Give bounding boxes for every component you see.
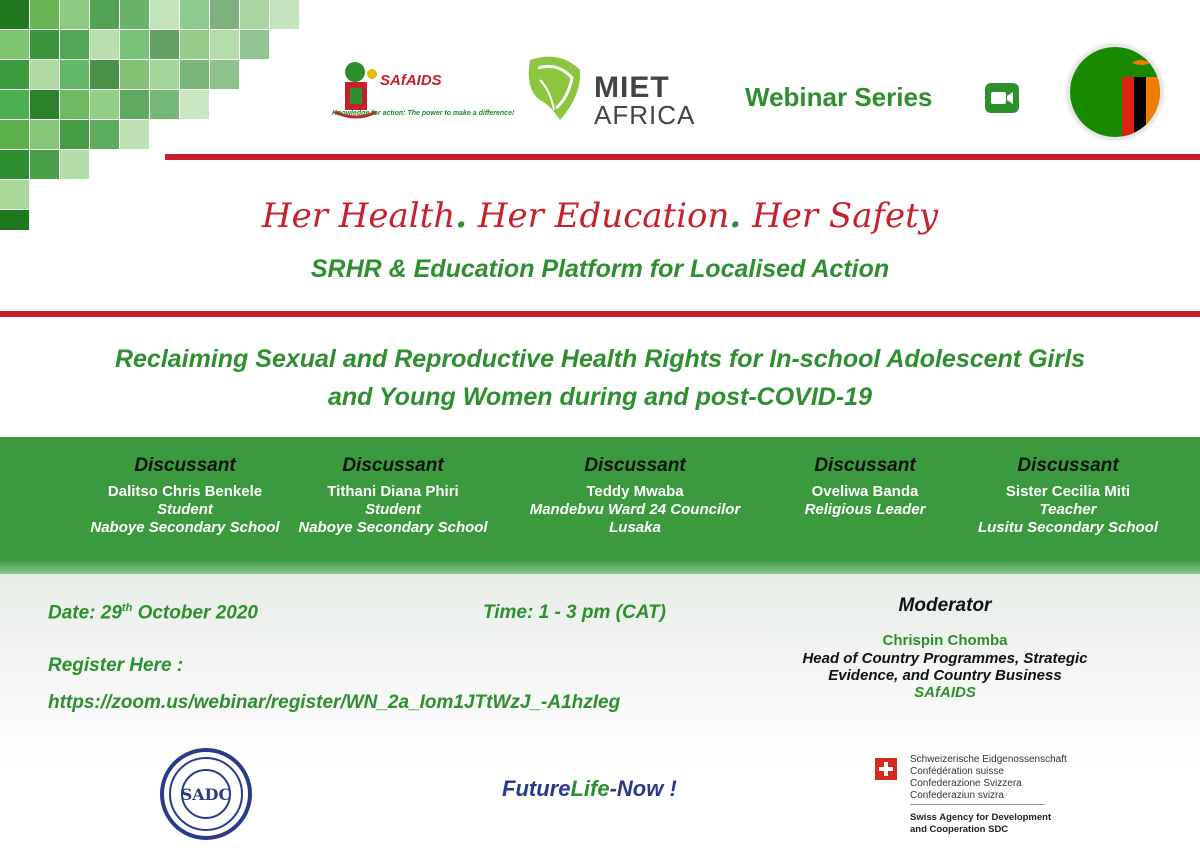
safaids-crest-icon bbox=[330, 52, 480, 132]
mosaic-tile bbox=[60, 60, 89, 89]
date-month: October 2020 bbox=[132, 602, 258, 624]
mosaic-tile bbox=[60, 0, 89, 29]
discussant-card bbox=[70, 455, 300, 537]
discussant-role: Student bbox=[365, 501, 421, 518]
webinar-title bbox=[0, 340, 1200, 416]
moderator-role-line1: Head of Country Programmes, Strategic bbox=[802, 650, 1088, 667]
mosaic-tile bbox=[150, 90, 179, 119]
swiss-line: Confederazione Svizzera bbox=[910, 778, 1022, 789]
discussant-card bbox=[750, 455, 980, 519]
mosaic-tile bbox=[90, 90, 119, 119]
mosaic-tile bbox=[30, 30, 59, 59]
video-camera-icon bbox=[985, 83, 1019, 113]
mosaic-tile bbox=[180, 90, 209, 119]
mosaic-tile bbox=[30, 150, 59, 179]
mosaic-tile bbox=[180, 60, 209, 89]
tagline-dot: . bbox=[729, 196, 742, 236]
discussant-name: Oveliwa Banda bbox=[811, 483, 919, 500]
mosaic-tile bbox=[240, 0, 269, 29]
futurelife-now-logo bbox=[502, 776, 677, 802]
mosaic-tile bbox=[0, 90, 29, 119]
mosaic-tile bbox=[150, 0, 179, 29]
swiss-line: Schweizerische Eidgenossenschaft bbox=[910, 754, 1067, 765]
discussant-title: Discussant bbox=[134, 455, 236, 476]
tagline-health: Her Health bbox=[261, 196, 456, 236]
event-time: Time: 1 - 3 pm (CAT) bbox=[483, 602, 666, 623]
moderator-org: SAfAIDS bbox=[914, 684, 976, 701]
mosaic-tile bbox=[0, 0, 29, 29]
discussant-card bbox=[520, 455, 750, 537]
mosaic-tile bbox=[120, 120, 149, 149]
date-suffix: th bbox=[121, 602, 133, 614]
mosaic-tile bbox=[180, 30, 209, 59]
discussant-role: Mandebvu Ward 24 Councilor bbox=[529, 501, 741, 518]
discussant-title: Discussant bbox=[1017, 455, 1119, 476]
discussant-title: Discussant bbox=[584, 455, 686, 476]
zambia-flag-icon bbox=[1068, 45, 1162, 139]
svg-text:SADC: SADC bbox=[180, 785, 232, 804]
discussant-affiliation: Lusaka bbox=[609, 519, 661, 536]
mosaic-tile bbox=[0, 120, 29, 149]
swiss-divider bbox=[910, 804, 1045, 805]
discussant-name: Tithani Diana Phiri bbox=[327, 483, 459, 500]
header-divider bbox=[165, 154, 1200, 160]
futurelife-part: -Now ! bbox=[609, 776, 677, 801]
event-date bbox=[48, 602, 258, 624]
discussant-card bbox=[278, 455, 508, 537]
mosaic-tile bbox=[0, 150, 29, 179]
miet-wordmark: MIET bbox=[594, 71, 670, 104]
mosaic-tile bbox=[0, 60, 29, 89]
mosaic-tile bbox=[30, 90, 59, 119]
discussant-role: Student bbox=[157, 501, 213, 518]
moderator-name: Chrispin Chomba bbox=[882, 632, 1008, 649]
mosaic-tile bbox=[90, 0, 119, 29]
mosaic-tile bbox=[120, 30, 149, 59]
swiss-cross-icon bbox=[875, 758, 897, 780]
tagline-dot: . bbox=[455, 196, 468, 236]
futurelife-part: Future bbox=[502, 776, 571, 801]
mosaic-tile bbox=[60, 150, 89, 179]
mosaic-tile bbox=[60, 30, 89, 59]
swiss-confederation-text bbox=[910, 754, 1067, 802]
mosaic-tile bbox=[30, 0, 59, 29]
discussant-role: Teacher bbox=[1039, 501, 1097, 518]
register-link[interactable]: https://zoom.us/webinar/register/WN_2a_Iom1JTtWzJ_-A1hzIeg bbox=[48, 692, 621, 713]
moderator-heading: Moderator bbox=[898, 595, 992, 616]
safaids-tagline: Knowledge for action: The power to make a difference! bbox=[332, 110, 515, 117]
discussant-name: Teddy Mwaba bbox=[586, 483, 684, 500]
tagline-education: Her Education bbox=[477, 196, 730, 236]
mosaic-tile bbox=[60, 90, 89, 119]
mosaic-tile bbox=[270, 0, 299, 29]
mosaic-tile bbox=[210, 60, 239, 89]
discussant-name: Sister Cecilia Miti bbox=[1005, 483, 1131, 500]
title-divider bbox=[0, 311, 1200, 317]
discussant-name: Dalitso Chris Benkele bbox=[107, 483, 263, 500]
mosaic-tile bbox=[150, 30, 179, 59]
moderator-role-line2: Evidence, and Country Business bbox=[828, 667, 1062, 684]
discussant-card bbox=[953, 455, 1183, 537]
miet-africa-leaf-icon bbox=[520, 50, 590, 130]
mosaic-tile bbox=[0, 30, 29, 59]
swiss-agency-text bbox=[910, 812, 1051, 836]
discussant-title: Discussant bbox=[814, 455, 916, 476]
discussant-affiliation: Naboye Secondary School bbox=[90, 519, 280, 536]
swiss-line: Confédération suisse bbox=[910, 766, 1004, 777]
swiss-line: Confederaziun svizra bbox=[910, 790, 1004, 801]
moderator-role bbox=[790, 650, 1100, 684]
mosaic-tile bbox=[120, 60, 149, 89]
mosaic-tile bbox=[30, 120, 59, 149]
platform-subtitle: SRHR & Education Platform for Localised Action bbox=[310, 255, 890, 283]
register-label: Register Here : bbox=[48, 655, 184, 676]
sadc-seal-icon bbox=[160, 748, 252, 840]
discussant-affiliation: Lusitu Secondary School bbox=[977, 519, 1159, 536]
webinar-title-line1: Reclaiming Sexual and Reproductive Health Rights for In-school Adolescent Girls bbox=[114, 345, 1086, 373]
safaids-wordmark: SAfAIDS bbox=[380, 72, 442, 89]
mosaic-tile bbox=[150, 60, 179, 89]
mosaic-tile bbox=[210, 30, 239, 59]
mosaic-tile bbox=[90, 60, 119, 89]
mosaic-tile bbox=[210, 0, 239, 29]
mosaic-tile bbox=[180, 0, 209, 29]
webinar-title-line2: and Young Women during and post-COVID-19 bbox=[328, 383, 872, 411]
band-gradient bbox=[0, 560, 1200, 574]
date-text: Date: 29 bbox=[48, 602, 122, 624]
mosaic-tile bbox=[60, 120, 89, 149]
swiss-agency-line: and Cooperation SDC bbox=[910, 824, 1009, 835]
discussant-affiliation: Naboye Secondary School bbox=[298, 519, 488, 536]
tagline-safety: Her Safety bbox=[752, 196, 939, 236]
swiss-agency-line: Swiss Agency for Development bbox=[910, 812, 1052, 823]
africa-wordmark: AFRICA bbox=[594, 100, 696, 130]
mosaic-tile bbox=[120, 0, 149, 29]
futurelife-part: Life bbox=[570, 776, 610, 801]
campaign-tagline bbox=[0, 196, 1200, 236]
discussant-role: Religious Leader bbox=[804, 501, 926, 518]
discussant-title: Discussant bbox=[342, 455, 444, 476]
mosaic-tile bbox=[240, 30, 269, 59]
mosaic-tile bbox=[90, 120, 119, 149]
mosaic-tile bbox=[120, 90, 149, 119]
webinar-series-label: Webinar Series bbox=[745, 82, 933, 112]
mosaic-tile bbox=[90, 30, 119, 59]
mosaic-tile bbox=[30, 60, 59, 89]
